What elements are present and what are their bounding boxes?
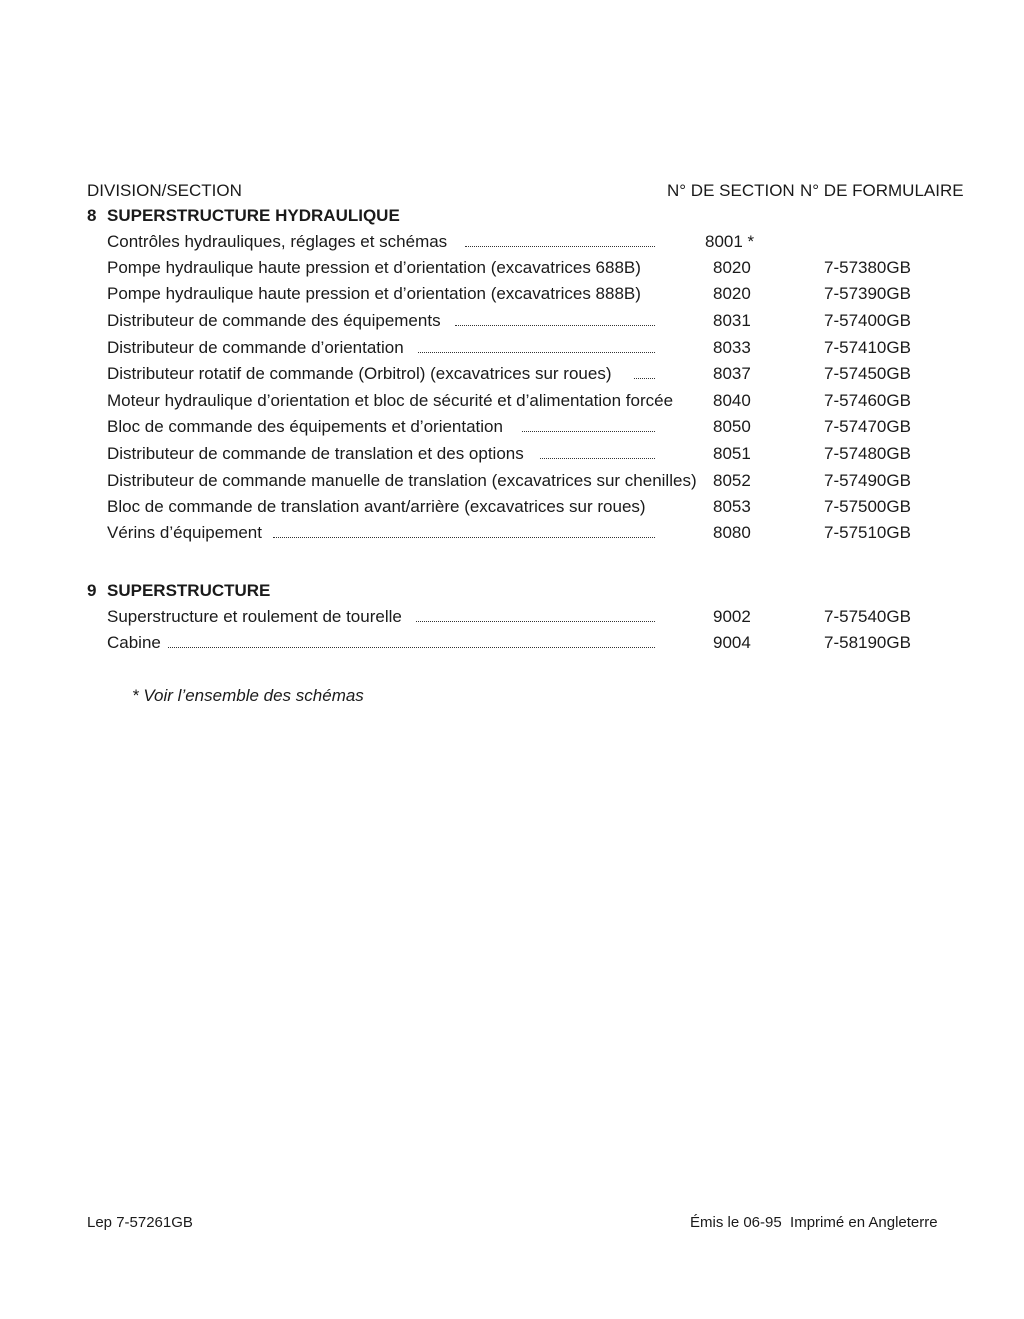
dot-leader	[273, 537, 655, 538]
row-label: Pompe hydraulique haute pression et d’orientation (excavatrices 688B)	[107, 258, 641, 277]
table-row	[107, 633, 1007, 653]
table-row	[107, 607, 1007, 627]
section-number: 8080	[713, 523, 751, 542]
section-number: 8001 *	[705, 232, 755, 251]
form-number: 7-57450GB	[824, 364, 911, 383]
row-label: Bloc de commande de translation avant/arrière (excavatrices sur roues)	[107, 497, 646, 516]
table-row	[107, 523, 1007, 543]
dot-leader	[455, 325, 655, 326]
row-label: Contrôles hydrauliques, réglages et schémas	[107, 232, 448, 251]
section-number: 8040	[713, 391, 751, 410]
division-heading	[87, 206, 400, 226]
form-number: 7-57480GB	[824, 444, 911, 463]
table-row	[107, 232, 1007, 252]
form-number: 7-57380GB	[824, 258, 911, 277]
dot-leader	[416, 621, 655, 622]
division-number: 9	[87, 581, 97, 600]
section-number: 8033	[713, 338, 751, 357]
dot-leader	[168, 647, 655, 648]
footnote: * Voir l’ensemble des schémas	[132, 686, 364, 705]
row-label: Vérins d’équipement	[107, 523, 262, 542]
section-number: 8050	[713, 417, 751, 436]
table-row	[107, 364, 1007, 384]
section-number: 8020	[713, 284, 751, 303]
form-number: 7-57400GB	[824, 311, 911, 330]
footer-print-info: Émis le 06-95 Imprimé en Angleterre	[690, 1214, 938, 1231]
row-label: Superstructure et roulement de tourelle	[107, 607, 402, 626]
form-number: 7-57500GB	[824, 497, 911, 516]
dot-leader	[522, 431, 655, 432]
row-label: Cabine	[107, 633, 161, 652]
form-number: 7-57460GB	[824, 391, 911, 410]
column-header-section-number: N° DE SECTION	[667, 181, 795, 200]
column-header-form-number: N° DE FORMULAIRE	[800, 181, 964, 200]
division-title: SUPERSTRUCTURE	[107, 581, 271, 600]
row-label: Moteur hydraulique d’orientation et bloc de sécurité et d’alimentation forcée	[107, 391, 674, 410]
row-label: Distributeur de commande de translation et des options	[107, 444, 524, 463]
dot-leader	[634, 378, 655, 379]
section-number: 8053	[713, 497, 751, 516]
form-number: 7-57510GB	[824, 523, 911, 542]
division-heading	[87, 581, 270, 601]
form-number: 7-58190GB	[824, 633, 911, 652]
table-row	[107, 258, 1007, 278]
row-label: Pompe hydraulique haute pression et d’orientation (excavatrices 888B)	[107, 284, 641, 303]
table-row	[107, 471, 1007, 491]
form-number: 7-57470GB	[824, 417, 911, 436]
dot-leader	[418, 352, 655, 353]
row-label: Bloc de commande des équipements et d’orientation	[107, 417, 503, 436]
section-number: 8052	[713, 471, 751, 490]
division-number: 8	[87, 206, 97, 225]
dot-leader	[540, 458, 655, 459]
section-number: 8020	[713, 258, 751, 277]
dot-leader	[465, 246, 655, 247]
form-number: 7-57410GB	[824, 338, 911, 357]
form-number: 7-57540GB	[824, 607, 911, 626]
row-label: Distributeur de commande manuelle de translation (excavatrices sur chenilles)	[107, 471, 697, 490]
footer-document-number: Lep 7-57261GB	[87, 1214, 193, 1231]
row-label: Distributeur rotatif de commande (Orbitrol) (excavatrices sur roues)	[107, 364, 612, 383]
table-row	[107, 391, 1007, 411]
section-number: 9002	[713, 607, 751, 626]
column-header-division: DIVISION/SECTION	[87, 181, 242, 200]
table-row	[107, 338, 1007, 358]
form-number: 7-57490GB	[824, 471, 911, 490]
section-number: 8031	[713, 311, 751, 330]
section-number: 9004	[713, 633, 751, 652]
row-label: Distributeur de commande des équipements	[107, 311, 441, 330]
row-label: Distributeur de commande d’orientation	[107, 338, 404, 357]
section-number: 8037	[713, 364, 751, 383]
table-row	[107, 497, 1007, 517]
table-row	[107, 311, 1007, 331]
table-row	[107, 417, 1007, 437]
form-number: 7-57390GB	[824, 284, 911, 303]
table-row	[107, 284, 1007, 304]
section-number: 8051	[713, 444, 751, 463]
table-row	[107, 444, 1007, 464]
division-title: SUPERSTRUCTURE HYDRAULIQUE	[107, 206, 400, 225]
